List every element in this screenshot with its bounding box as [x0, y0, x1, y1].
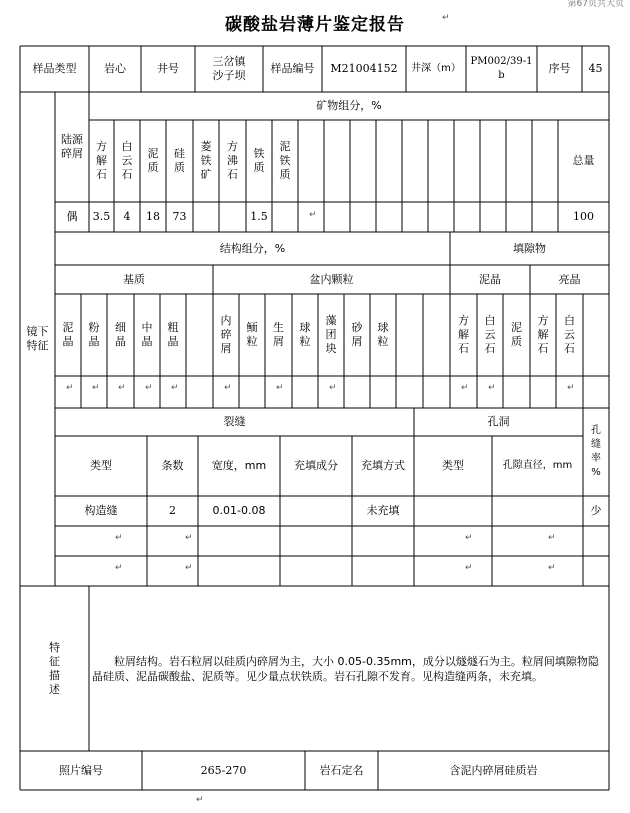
- mineral-value-terrigenous: 偶: [66, 210, 78, 223]
- paragraph-mark: ↵: [115, 533, 123, 543]
- label-char: 粉: [88, 321, 100, 334]
- structure-column-label: [378, 321, 389, 349]
- fracture-row-fill-method: 未充填: [366, 504, 400, 517]
- label-char: 细: [115, 321, 126, 334]
- label-char: 砂: [351, 321, 363, 334]
- paragraph-mark: ↵: [567, 383, 575, 393]
- fill-sparite-calcite: [530, 294, 556, 376]
- label-char: 粗: [167, 321, 179, 334]
- structure-column-coarse: [160, 294, 186, 376]
- structure-column-bioclast: [265, 294, 292, 376]
- mineral-column-dolomite: [114, 120, 140, 202]
- structure-column-label: [564, 314, 575, 356]
- structure-column-label: [511, 321, 522, 349]
- description-text: 粒屑结构。岩石粒屑以硅质内碎屑为主，大小 0.05-0.35mm，成分以燧燧石为主。粒屑间填隙物隐晶硅质、泥晶碳酸盐、泥质等。见少量点状铁质。岩石孔隙不发育。见构造缝两条，未充填。: [92, 654, 599, 683]
- label-char: 泥: [62, 321, 74, 334]
- structure-column-label: [485, 314, 496, 356]
- seq-value: 45: [588, 62, 603, 75]
- label-char: 石: [227, 168, 238, 181]
- paragraph-mark: ↵: [115, 563, 123, 573]
- label-char: 块: [325, 342, 337, 355]
- mineral-value-total: 100: [573, 210, 594, 223]
- pore-row-type: [414, 496, 492, 526]
- paragraph-mark: ↵: [329, 383, 337, 393]
- mineral-column-siliceous: [166, 120, 193, 202]
- structure-column-micrite: [55, 294, 81, 376]
- sample-type-value: 岩心: [104, 62, 126, 75]
- mineral-value-siderite: [193, 202, 219, 232]
- label-char: 石: [484, 342, 496, 355]
- fracture-row-type: 构造缝: [84, 504, 118, 517]
- mineral-column-siderite: [193, 120, 219, 202]
- mineral-value-ferruginous: 1.5: [250, 210, 268, 223]
- label-char: 团: [325, 328, 337, 341]
- mineral-value-siliceous: 73: [172, 210, 187, 223]
- paragraph-mark: ↵: [171, 383, 179, 393]
- label-char: 质: [511, 335, 522, 348]
- structure-column-intraclast: [213, 294, 239, 376]
- label-char: 屑: [351, 335, 363, 348]
- structure-column-label: [221, 314, 232, 356]
- mineral-column-label: [227, 140, 238, 182]
- label-char: 解: [537, 328, 549, 341]
- label-char: 白: [121, 140, 133, 153]
- mineral-value-dolomite: 4: [123, 210, 131, 223]
- depth-label: 井深（m）: [411, 63, 461, 74]
- structure-column-label: [89, 321, 100, 349]
- structure-column-label: [115, 321, 126, 349]
- fill-micrite-calcite: [450, 294, 477, 376]
- microscope-label: 镜下 特征: [26, 325, 49, 352]
- paragraph-mark: ↵: [66, 383, 74, 393]
- structure-column-fine: [107, 294, 134, 376]
- mineral-column-calcite: [89, 120, 114, 202]
- label-char: 球: [299, 321, 311, 334]
- label-char: 云: [564, 328, 575, 341]
- fracture-row-fill-component: [280, 496, 352, 526]
- mineral-column-clay-ferruginous: [272, 120, 298, 202]
- paragraph-mark: ↵: [442, 13, 450, 23]
- fill-sparite-dolomite: [556, 294, 583, 376]
- label-char: 晶: [167, 335, 179, 348]
- pore-header-type: 类型: [442, 459, 464, 472]
- structure-column-algal-lump: [318, 294, 344, 376]
- label-char: 藻: [325, 314, 337, 327]
- matrix-label: 基质: [123, 272, 145, 286]
- label-char: 鲕: [246, 321, 258, 334]
- porosity-value: 少: [590, 504, 602, 517]
- label-char: 方: [96, 140, 107, 153]
- label-char: 石: [537, 342, 549, 355]
- label-char: 粒: [246, 335, 258, 348]
- mineral-column-label: [174, 147, 185, 175]
- mineral-total-label: 总量: [572, 154, 595, 167]
- mineral-value-calcite: 3.5: [92, 210, 111, 223]
- label-char: 矿: [200, 168, 212, 181]
- label-char: 石: [564, 342, 575, 355]
- label-char: 石: [458, 342, 469, 355]
- fill-label: 填隙物: [513, 241, 546, 255]
- fill-micrite-dolomite: [477, 294, 503, 376]
- structure-column-label: [538, 314, 549, 356]
- intraclast-label: 盆内颗粒: [309, 272, 354, 286]
- label-char: 硅: [174, 147, 185, 160]
- label-char: 球: [377, 321, 389, 334]
- pore-row-diameter: [492, 496, 583, 526]
- structure-column-label: [247, 321, 258, 349]
- label-char: 晶: [141, 335, 153, 348]
- label-char: 云: [484, 328, 496, 341]
- page-corner-note: 第67页共大页: [567, 0, 624, 9]
- mineral-column-analcime: [219, 120, 246, 202]
- fracture-row-count: 2: [169, 504, 176, 517]
- structure-column-silt: [81, 294, 107, 376]
- rock-name-label: 岩石定名: [319, 763, 364, 777]
- structure-column-medium: [134, 294, 160, 376]
- paragraph-mark: ↵: [224, 383, 232, 393]
- paragraph-mark: ↵: [276, 383, 284, 393]
- label-char: 石: [121, 168, 133, 181]
- label-char: 泥: [511, 321, 522, 334]
- pore-header-diameter: 孔隙直径，mm: [502, 460, 573, 471]
- paragraph-mark: ↵: [548, 533, 556, 543]
- fracture-header-fill-component: 充填成分: [294, 459, 338, 472]
- paragraph-mark: ↵: [92, 383, 100, 393]
- structure-column-pellet-2: [370, 294, 396, 376]
- structure-title: 结构组分，%: [219, 241, 286, 255]
- fill-micrite-clay: [503, 294, 530, 376]
- structure-column-oolite: [239, 294, 265, 376]
- paragraph-mark: ↵: [465, 533, 473, 543]
- label-char: 铁: [279, 154, 291, 167]
- mineral-column-label: [96, 140, 107, 182]
- label-char: 碎: [220, 328, 232, 341]
- fracture-row-width: 0.01-0.08: [212, 504, 266, 517]
- label-char: 白: [564, 314, 575, 327]
- pore-title: 孔洞: [487, 415, 510, 428]
- label-char: 铁: [200, 154, 212, 167]
- label-char: 沸: [227, 154, 238, 167]
- sample-no-label: 样品编号: [270, 62, 315, 75]
- mineral-value-clay: 18: [146, 210, 160, 223]
- photo-value: 265-270: [200, 763, 247, 777]
- paragraph-mark: ↵: [548, 563, 556, 573]
- label-char: 粒: [377, 335, 389, 348]
- paragraph-mark: ↵: [185, 563, 193, 573]
- well-label: 井号: [157, 62, 179, 75]
- fracture-header-type: 类型: [90, 459, 112, 472]
- label-char: 中: [141, 321, 153, 334]
- paragraph-mark: ↵: [488, 383, 496, 393]
- mineral-value-analcime: [219, 202, 246, 232]
- fracture-title: 裂缝: [223, 415, 246, 428]
- label-char: 质: [279, 168, 291, 181]
- label-char: 内: [220, 314, 232, 327]
- fracture-header-width: 宽度，mm: [211, 459, 267, 472]
- description-label: 特 征 描 述: [49, 640, 60, 696]
- depth-value: PM002/39-1 b: [470, 56, 533, 81]
- label-char: 粒: [299, 335, 311, 348]
- mineral-column-ferruginous: [246, 120, 272, 202]
- description-text-cell: [92, 586, 607, 751]
- label-char: 生: [273, 321, 284, 334]
- mineral-column-label: [254, 147, 265, 175]
- label-char: 晶: [115, 335, 126, 348]
- label-char: 质: [253, 161, 265, 174]
- mineral-column-label: [148, 147, 159, 175]
- label-char: 白: [484, 314, 496, 327]
- mineral-value-clay-ferruginous: [272, 202, 298, 232]
- label-char: 方: [458, 314, 469, 327]
- structure-column-label: [63, 321, 74, 349]
- terrigenous-label: 陆源 碎屑: [61, 133, 83, 160]
- well-value: 三岔镇 沙子坝: [212, 55, 246, 82]
- photo-label: 照片编号: [59, 763, 103, 777]
- structure-column-label: [168, 321, 179, 349]
- label-char: 泥: [147, 147, 159, 160]
- rock-name-value: 含泥内碎屑硅质岩: [449, 763, 538, 777]
- structure-column-label: [458, 314, 469, 356]
- structure-column-label: [326, 314, 337, 356]
- structure-column-label: [142, 321, 153, 349]
- porosity-label: 孔 缝 率 %: [591, 425, 601, 478]
- seq-label: 序号: [548, 62, 571, 75]
- label-char: 方: [537, 314, 549, 327]
- label-char: 屑: [273, 335, 284, 348]
- label-char: 晶: [62, 335, 74, 348]
- mineral-title: 矿物组分，%: [316, 99, 382, 112]
- paragraph-mark: ↵: [145, 383, 153, 393]
- label-char: 质: [147, 161, 159, 174]
- label-char: 菱: [200, 140, 212, 153]
- paragraph-mark: ↵: [118, 383, 126, 393]
- paragraph-mark: ↵: [185, 533, 193, 543]
- mineral-column-label: [280, 140, 291, 182]
- paragraph-mark: ↵: [196, 795, 204, 805]
- paragraph-mark: ↵: [465, 563, 473, 573]
- sample-type-label: 样品类型: [32, 62, 77, 75]
- structure-column-sand-clast: [344, 294, 370, 376]
- sample-no-value: M21004152: [330, 62, 398, 75]
- fracture-header-fill-method: 充填方式: [361, 459, 405, 472]
- structure-column-label: [352, 321, 363, 349]
- fracture-header-count: 条数: [161, 459, 184, 472]
- report-title: 碳酸盐岩薄片鉴定报告: [225, 15, 405, 35]
- micrite-label: 泥晶: [479, 272, 501, 286]
- paragraph-mark: ↵: [461, 383, 469, 393]
- label-char: 铁: [253, 147, 265, 160]
- mineral-column-clay: [140, 120, 166, 202]
- label-char: 石: [96, 168, 107, 181]
- sparite-label: 亮晶: [558, 272, 581, 286]
- label-char: 方: [227, 140, 238, 153]
- mineral-column-label: [201, 140, 212, 182]
- label-char: 屑: [220, 342, 232, 355]
- paragraph-mark: ↵: [309, 210, 317, 220]
- label-char: 解: [458, 328, 469, 341]
- label-char: 泥: [279, 140, 291, 153]
- label-char: 解: [96, 154, 107, 167]
- structure-column-pellet: [292, 294, 318, 376]
- structure-column-label: [300, 321, 311, 349]
- label-char: 晶: [88, 335, 100, 348]
- label-char: 云: [121, 154, 133, 167]
- structure-column-label: [273, 321, 284, 349]
- label-char: 质: [174, 161, 185, 174]
- mineral-column-label: [122, 140, 133, 182]
